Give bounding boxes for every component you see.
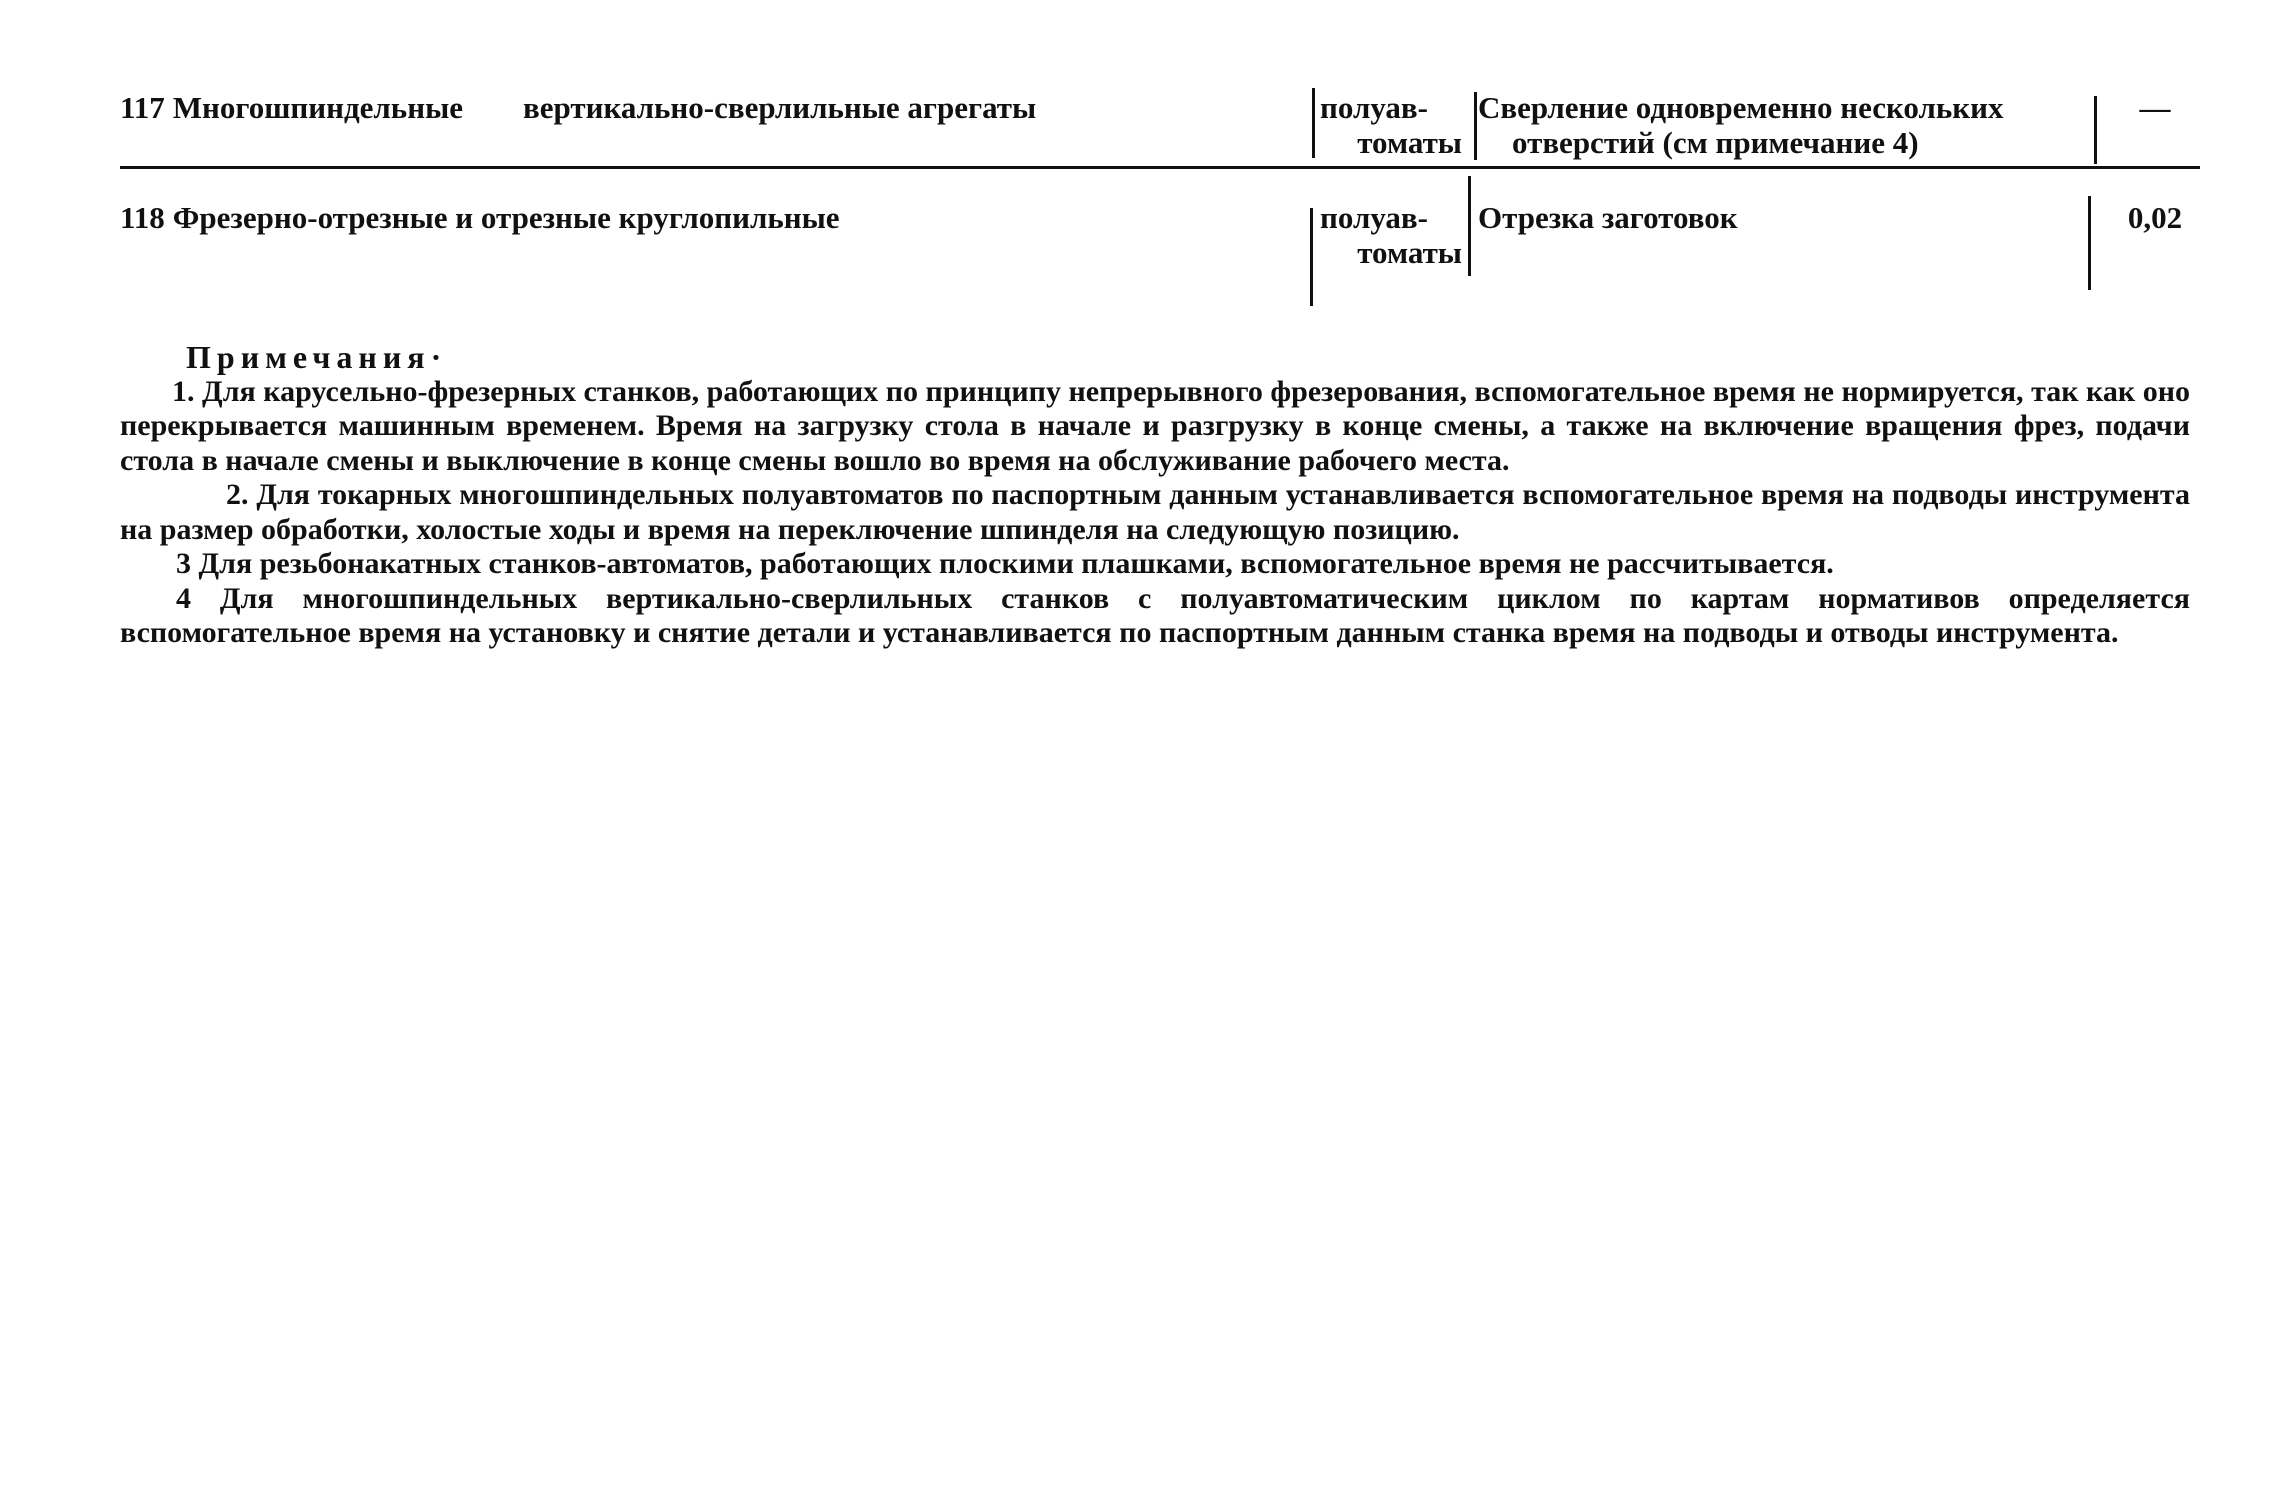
row-separator <box>120 166 2200 169</box>
machine-name-cell <box>120 200 1300 235</box>
notes-title: Примечания· <box>186 339 448 375</box>
operation-line1: Отрезка заготовок <box>1478 200 1738 235</box>
column-divider <box>2088 196 2091 290</box>
operation-line1: Сверление одновременно нескольких <box>1478 90 2004 125</box>
machine-type-cell <box>1316 90 1466 160</box>
table-row <box>120 200 2200 300</box>
machine-name-part1: Фрезерно-отрезные и отрезные круглопильные <box>172 200 840 235</box>
column-divider <box>1468 176 1471 276</box>
column-divider <box>1312 88 1315 158</box>
value-cell: 0,02 <box>2127 200 2183 235</box>
operation-cell <box>1478 90 2088 160</box>
machine-name-cell <box>120 90 1300 125</box>
note-item: 2. Для токарных многошпиндельных полуавтоматов по паспортным данным устанавливается вспомогательное время на подводы инструмента на размер обработки, холостые ходы и время на переключение шпинделя на следующую позицию. <box>120 478 2190 546</box>
operation-cell <box>1478 200 2088 235</box>
note-item: 3 Для резьбонакатных станков-автоматов, работающих плоскими плашками, вспомогательное время не рассчитывается. <box>176 547 1834 580</box>
machine-type-cell <box>1316 200 1466 270</box>
machine-type-line2: томаты <box>1357 235 1462 270</box>
note-item: 1. Для карусельно-фрезерных станков, работающих по принципу непрерывного фрезерования, вспомогательное время не нормируется, так как оно перекрывается машинным временем. Время на загрузку стола в начале и разгрузку в конце смены, а также на включение вращения фрез, подачи стола в начале смены и выключение в конце смены вошло во время на обслуживание рабочего места. <box>120 374 2190 477</box>
value-cell: — <box>2139 90 2171 125</box>
column-divider <box>1474 92 1477 160</box>
machine-type-line1: полуав- <box>1320 90 1429 125</box>
note-item: 4 Для многошпиндельных вертикально-сверлильных станков с полуавтоматическим циклом по картам нормативов определяется вспомогательное время на установку и снятие детали и устанавливается по паспортным данным станка время на подводы и отводы инструмента. <box>120 581 2190 649</box>
table-row <box>120 90 2200 158</box>
machine-name-part2: вертикально-сверлильные агрегаты <box>523 90 1037 125</box>
column-divider <box>2094 96 2097 164</box>
row-number: 117 <box>120 90 165 125</box>
column-divider <box>1310 208 1313 306</box>
machine-type-line1: полуав- <box>1320 200 1429 235</box>
operation-line2: отверстий (см примечание 4) <box>1512 125 1919 160</box>
notes-section <box>120 340 2190 651</box>
machine-type-line2: томаты <box>1357 125 1462 160</box>
row-number: 118 <box>120 200 165 235</box>
machine-name-part1: Многошпиндельные <box>172 90 464 125</box>
